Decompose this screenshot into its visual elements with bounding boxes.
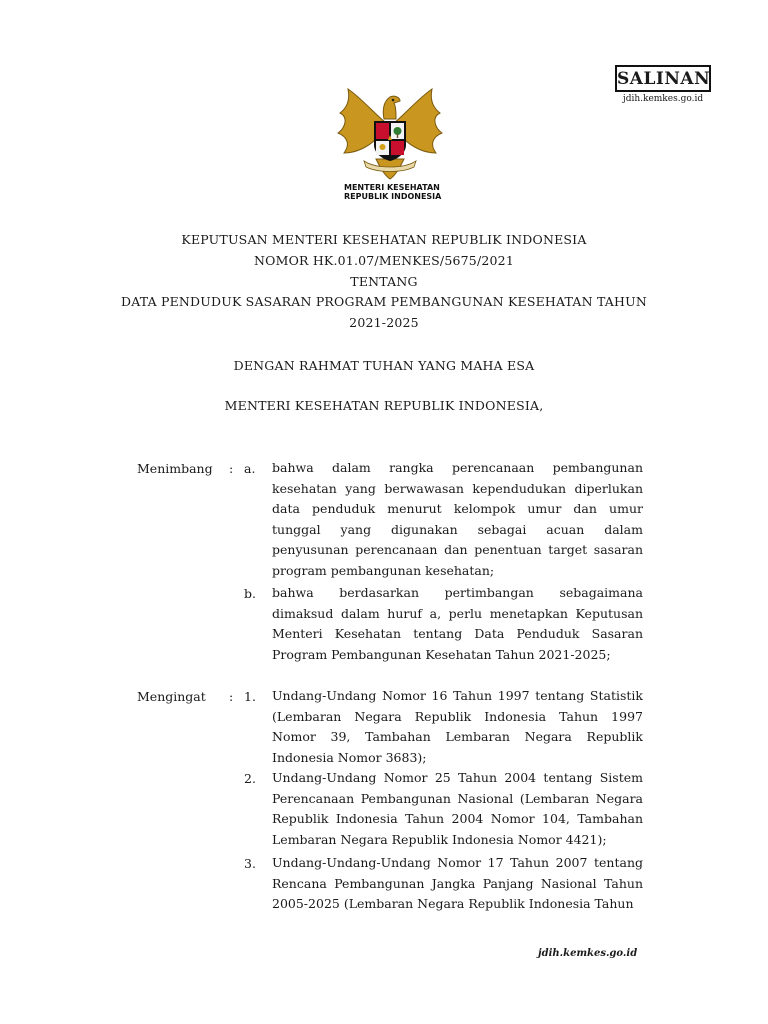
mengingat-colon: : (229, 689, 234, 704)
mengingat-text-2: Undang-Undang Nomor 25 Tahun 2004 tentang Sistem Perencanaan Pembangunan Nasional (Lembaran Negara Republik Indonesia Tahun 2004 Nomor 104, Tambahan Lembaran Negara Republik Indonesia Nomor 4421); (272, 770, 643, 847)
footer-url: jdih.kemkes.go.id (538, 948, 638, 959)
mengingat-marker-1: 1. (244, 689, 256, 704)
emblem-caption-line1: MENTERI KESEHATAN (344, 183, 440, 192)
menimbang-marker-a: a. (244, 461, 256, 476)
menimbang-colon: : (229, 461, 234, 476)
mengingat-marker-2: 2. (244, 771, 256, 786)
salinan-url: jdih.kemkes.go.id (622, 94, 704, 104)
emblem-caption (330, 183, 464, 201)
mengingat-text-1: Undang-Undang Nomor 16 Tahun 1997 tentang Statistik (Lembaran Negara Republik Indonesia Tahun 1997 Nomor 39, Tambahan Lembaran Negara Republik Indonesia Nomor 3683); (272, 688, 643, 765)
decree-about: TENTANG (350, 274, 418, 289)
decree-number: NOMOR HK.01.07/MENKES/5675/2021 (254, 253, 514, 268)
menimbang-label: Menimbang (137, 461, 213, 476)
salinan-stamp (615, 65, 711, 104)
decree-subject: DATA PENDUDUK SASARAN PROGRAM PEMBANGUNAN KESEHATAN TAHUN (120, 294, 648, 309)
authority: MENTERI KESEHATAN REPUBLIK INDONESIA, (224, 398, 544, 413)
menimbang-marker-b: b. (244, 586, 256, 601)
salinan-label: SALINAN (615, 65, 711, 92)
decree-title: KEPUTUSAN MENTERI KESEHATAN REPUBLIK INDONESIA (181, 232, 587, 247)
menimbang-text-a: bahwa dalam rangka perencanaan pembangunan kesehatan yang berwawasan kependudukan diperlukan data penduduk menurut kelompok umur dan umur tunggal yang digunakan sebagai acuan dalam penyusunan perencanaan dan penentuan target sasaran program pembangunan kesehatan; (272, 460, 643, 578)
emblem-caption-line2: REPUBLIK INDONESIA (344, 192, 442, 201)
mengingat-text-3: Undang-Undang-Undang Nomor 17 Tahun 2007 tentang Rencana Pembangunan Jangka Panjang Nasional Tahun 2005-2025 (Lembaran Negara Republik Indonesia Tahun (272, 855, 643, 911)
garuda-emblem-icon (330, 83, 450, 183)
preamble: DENGAN RAHMAT TUHAN YANG MAHA ESA (233, 358, 535, 373)
mengingat-marker-3: 3. (244, 856, 256, 871)
decree-years: 2021-2025 (349, 315, 419, 330)
mengingat-label: Mengingat (137, 689, 206, 704)
menimbang-text-b: bahwa berdasarkan pertimbangan sebagaimana dimaksud dalam huruf a, perlu menetapkan Keputusan Menteri Kesehatan tentang Data Penduduk Sasaran Program Pembangunan Kesehatan Tahun 2021-2025; (272, 585, 643, 662)
